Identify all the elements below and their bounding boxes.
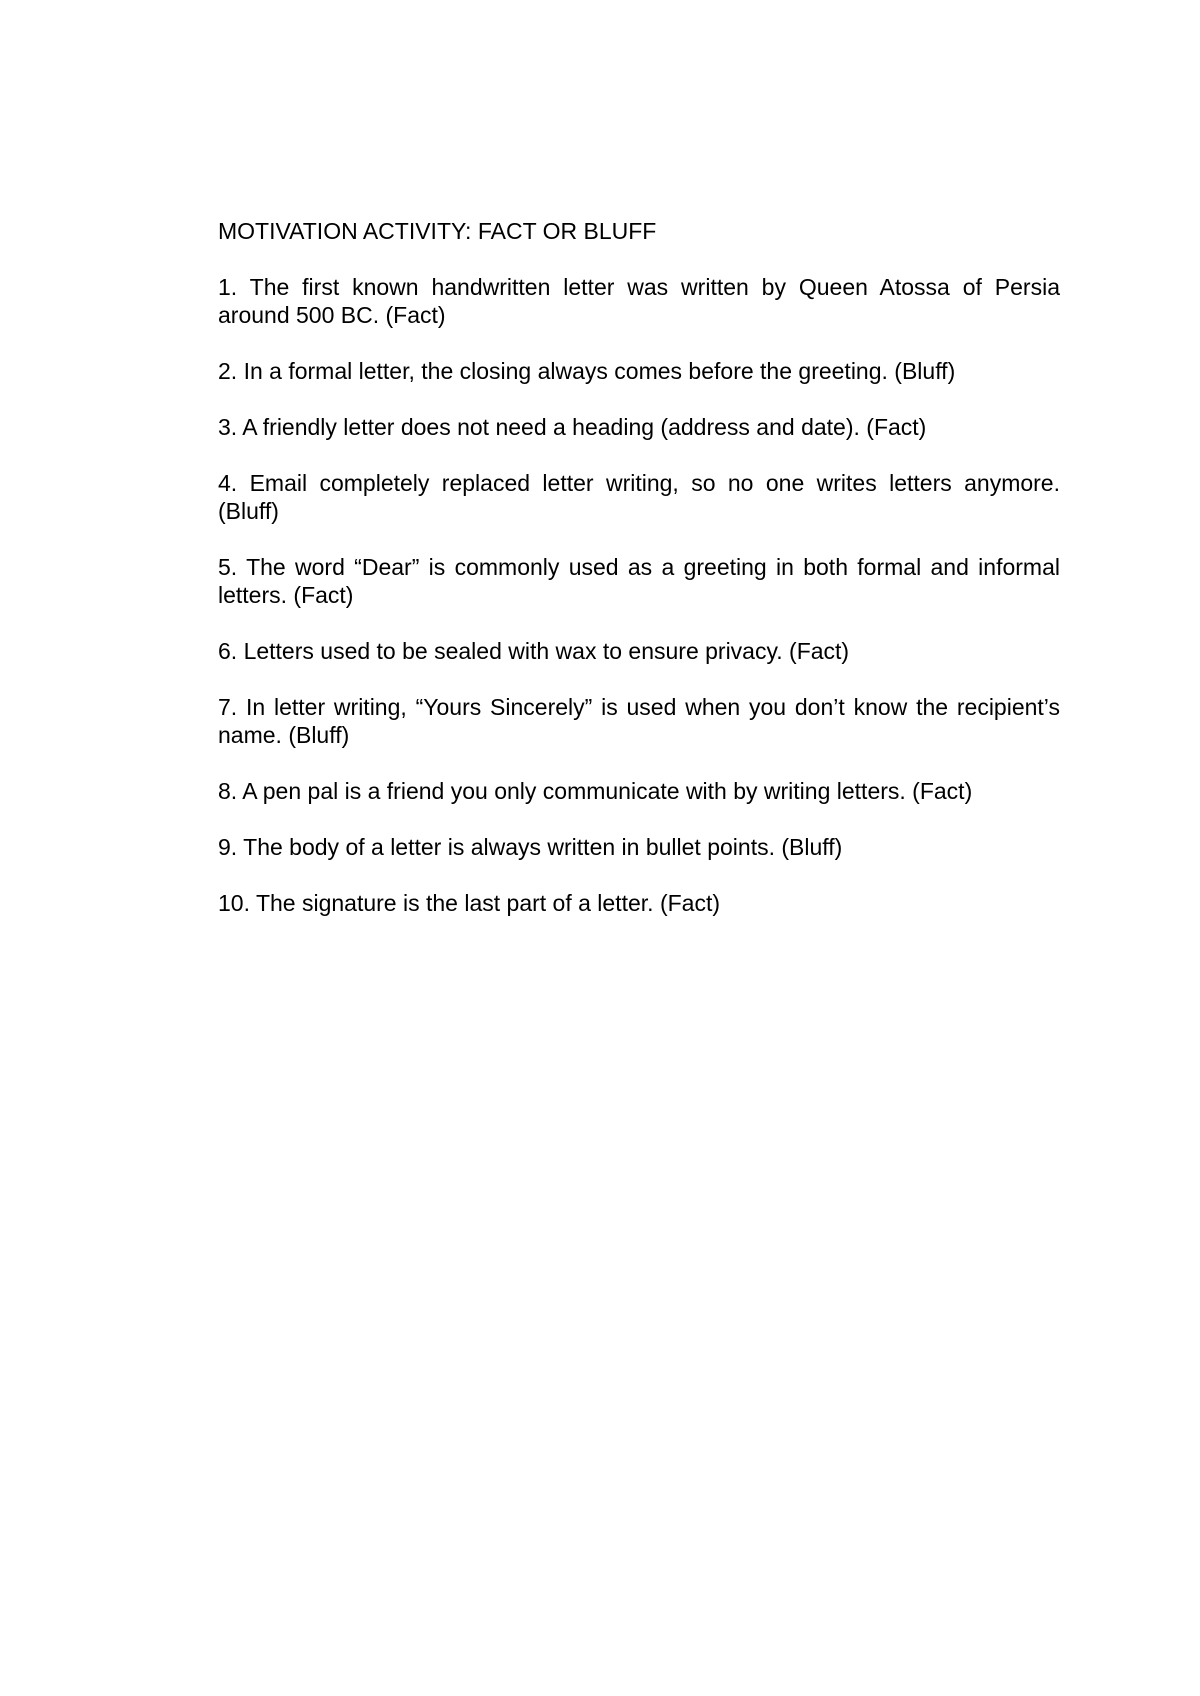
list-item-4: 4. Email completely replaced letter writing, so no one writes letters anymore. (Bluff)	[218, 470, 1060, 524]
list-item-7: 7. In letter writing, “Yours Sincerely” is used when you don’t know the recipient’s name. (Bluff)	[218, 694, 1060, 748]
list-item-6: 6. Letters used to be sealed with wax to ensure privacy. (Fact)	[218, 638, 850, 664]
list-item-2: 2. In a formal letter, the closing always comes before the greeting. (Bluff)	[218, 358, 956, 384]
list-item-5: 5. The word “Dear” is commonly used as a greeting in both formal and informal letters. (Fact)	[218, 554, 1060, 608]
page-title: MOTIVATION ACTIVITY: FACT OR BLUFF	[218, 218, 657, 244]
list-item-8: 8. A pen pal is a friend you only communicate with by writing letters. (Fact)	[218, 778, 973, 804]
list-item-3: 3. A friendly letter does not need a heading (address and date). (Fact)	[218, 414, 927, 440]
list-item-10: 10. The signature is the last part of a letter. (Fact)	[218, 890, 720, 916]
list-item-1: 1. The first known handwritten letter was written by Queen Atossa of Persia around 500 BC. (Fact)	[218, 274, 1060, 328]
document-content	[218, 217, 1060, 945]
list-item-9: 9. The body of a letter is always written in bullet points. (Bluff)	[218, 834, 843, 860]
